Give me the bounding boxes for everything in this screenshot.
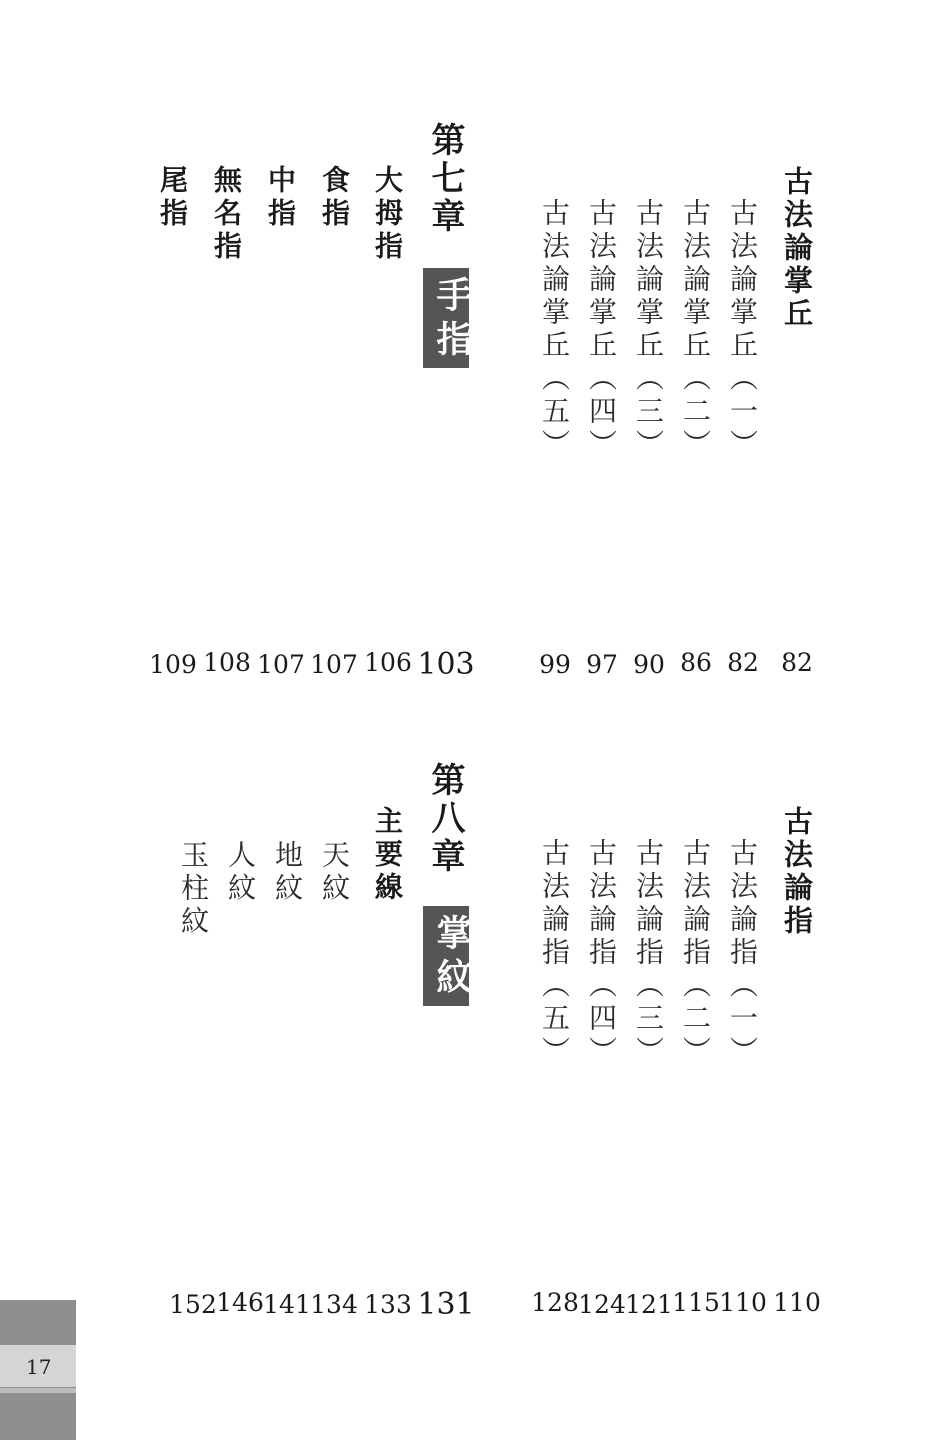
- chapter-title-box[interactable]: 手指: [423, 268, 469, 368]
- page-ref: 115: [672, 1288, 720, 1317]
- page-ref: 86: [680, 648, 712, 677]
- toc-entry[interactable]: 古法論指︵三︶: [632, 838, 665, 1069]
- toc-entry[interactable]: 古法論掌丘︵五︶: [538, 198, 571, 462]
- page-ref: 152: [169, 1290, 217, 1319]
- page-ref: 128: [531, 1288, 579, 1317]
- toc-heading[interactable]: 主要線: [371, 806, 404, 905]
- page-ref: 134: [310, 1290, 358, 1319]
- toc-item[interactable]: 尾指: [156, 165, 189, 231]
- toc-entry[interactable]: 古法論指︵一︶: [726, 838, 759, 1069]
- page-ref: 107: [257, 650, 305, 679]
- page-number: 17: [26, 1355, 52, 1379]
- chapter-number: 第七章: [425, 122, 465, 236]
- page-ref: 99: [539, 650, 571, 679]
- chapter-number: 第八章: [425, 762, 465, 876]
- page-ref: 124: [578, 1290, 626, 1319]
- toc-item[interactable]: 天紋: [318, 840, 351, 906]
- page-ref: 141: [263, 1290, 311, 1319]
- page-ref-chapter: 131: [417, 1287, 475, 1322]
- toc-item[interactable]: 玉柱紋: [177, 840, 210, 939]
- page-ref: 108: [203, 648, 251, 677]
- page-ref: 110: [773, 1288, 821, 1317]
- page-ref: 90: [633, 650, 665, 679]
- section-title: 古法論掌丘: [780, 166, 814, 331]
- page-ref: 133: [364, 1290, 412, 1319]
- toc-item[interactable]: 大拇指: [371, 165, 404, 264]
- toc-item[interactable]: 食指: [318, 165, 351, 231]
- page-ref: 110: [719, 1288, 767, 1317]
- toc-item[interactable]: 人紋: [224, 840, 257, 906]
- section-title: 古法論指: [780, 806, 814, 938]
- page-ref: 121: [625, 1290, 673, 1319]
- page-ref-chapter: 103: [417, 647, 475, 682]
- toc-entry[interactable]: 古法論指︵二︶: [679, 838, 712, 1069]
- chapter-title-box[interactable]: 掌紋: [423, 906, 469, 1006]
- toc-item[interactable]: 無名指: [210, 165, 243, 264]
- page-ref: 82: [781, 648, 813, 677]
- toc-entry[interactable]: 古法論掌丘︵一︶: [726, 198, 759, 462]
- toc-entry[interactable]: 古法論指︵五︶: [538, 838, 571, 1069]
- toc-entry[interactable]: 古法論指︵四︶: [585, 838, 618, 1069]
- page-ref: 107: [310, 650, 358, 679]
- toc-entry[interactable]: 古法論掌丘︵二︶: [679, 198, 712, 462]
- toc-item[interactable]: 地紋: [271, 840, 304, 906]
- page-ref: 106: [364, 648, 412, 677]
- page-ref: 146: [216, 1288, 264, 1317]
- toc-entry[interactable]: 古法論掌丘︵四︶: [585, 198, 618, 462]
- page-ref: 82: [727, 648, 759, 677]
- page-ref: 109: [149, 650, 197, 679]
- corner-divider: [0, 1388, 76, 1393]
- page-ref: 97: [586, 650, 618, 679]
- toc-entry[interactable]: 古法論掌丘︵三︶: [632, 198, 665, 462]
- toc-item[interactable]: 中指: [264, 165, 297, 231]
